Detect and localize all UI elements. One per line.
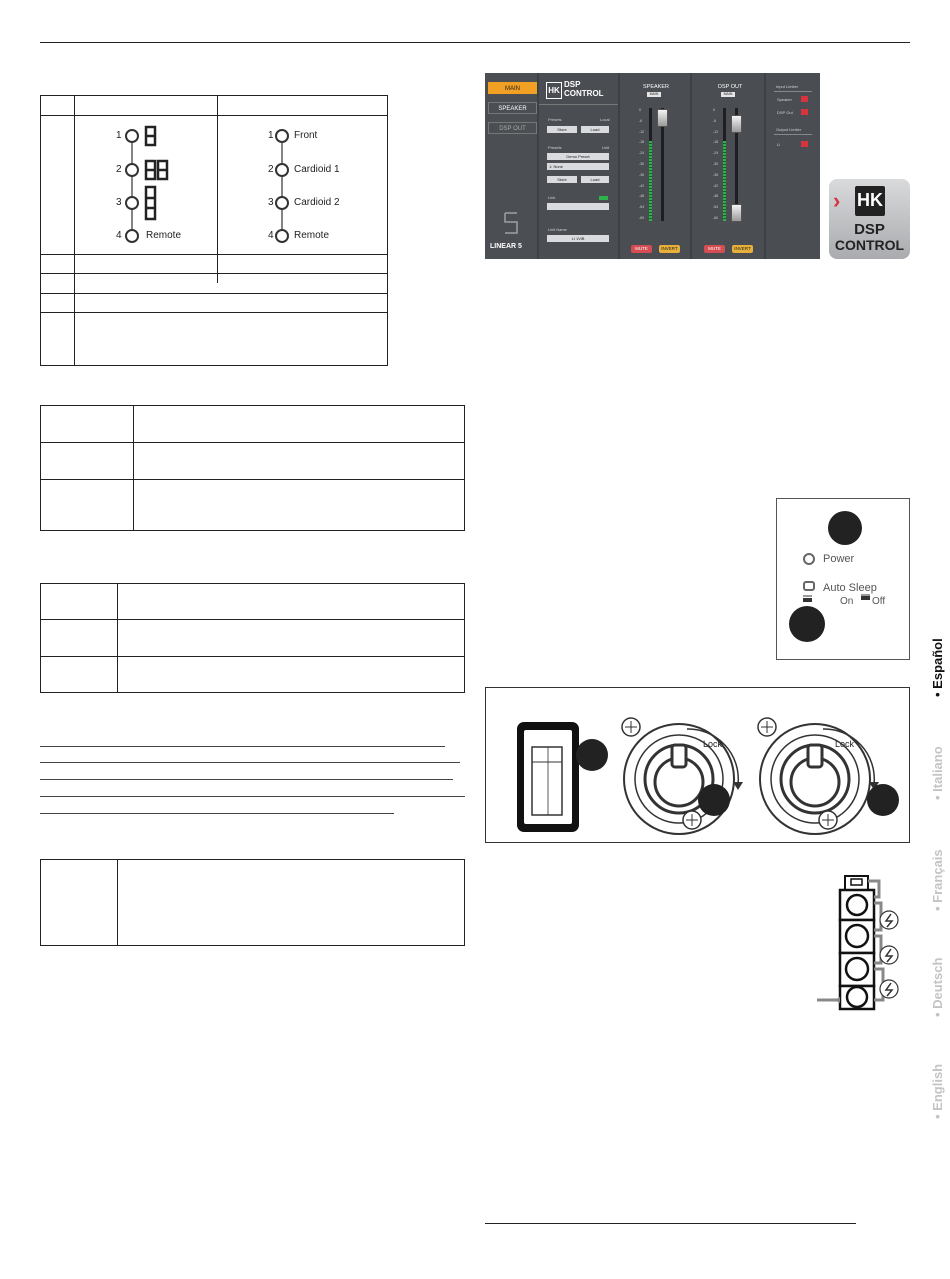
dsp-out-invert-button[interactable]: INVERT	[732, 245, 753, 253]
dsp-control-app	[485, 73, 820, 259]
callout-dot-connector-1	[698, 784, 730, 816]
model-label: LINEAR 5	[490, 243, 522, 250]
lock-label-1: Lock	[703, 739, 723, 749]
link-label: Link	[548, 195, 556, 200]
node-4-jack	[126, 230, 138, 242]
app-title-1: DSP	[564, 80, 581, 89]
dsp-control-badge	[829, 179, 910, 259]
dsp-out-fader-knob-upper[interactable]	[731, 115, 742, 133]
fader-scale-label: -30	[713, 162, 719, 166]
left-node-4-num: 4	[116, 230, 122, 241]
unit-label: Unit	[602, 145, 610, 150]
lang-tab-deutsch[interactable]: • Deutsch	[930, 957, 945, 1017]
unit-name-field[interactable]: LI 1ViB	[547, 235, 609, 242]
left-node-2-num: 2	[116, 164, 122, 175]
fader-scale-label: -60	[639, 216, 645, 220]
node-2-jack	[126, 164, 138, 176]
badge-line-2: CONTROL	[834, 237, 905, 253]
callout-dot-bottom	[789, 606, 825, 642]
unit-store-button[interactable]: Store	[547, 176, 577, 183]
app-title-2: CONTROL	[564, 89, 604, 98]
nav-speaker-tab[interactable]: SPEAKER	[488, 102, 537, 114]
footer-rule	[485, 1223, 856, 1224]
speaker-fader-knob[interactable]	[657, 109, 668, 127]
right-stack-diagram	[262, 122, 292, 247]
dsp-out-fader-knob-lower[interactable]	[731, 204, 742, 222]
header-rule	[40, 42, 910, 43]
callout-dot-connector-2	[867, 784, 899, 816]
lang-tab-espanol[interactable]: • Español	[930, 638, 945, 697]
dsp-out-limiter-led	[801, 109, 808, 115]
off-switch-icon	[861, 596, 870, 600]
fader-scale-label: -6	[713, 118, 717, 123]
fader-scale-label: -42	[639, 183, 645, 188]
fader-scale-label: -24	[713, 151, 719, 156]
speaker-strip-title: SPEAKER	[643, 84, 669, 90]
speaker-level-meter	[649, 141, 652, 221]
fader-scale-label: -54	[713, 205, 719, 210]
fader-scale-label: -6	[639, 118, 643, 123]
left-node-3-num: 3	[116, 197, 122, 208]
node-3-jack	[126, 197, 138, 209]
dsp-out-limiter-label: DSP Out	[777, 110, 793, 115]
right-node-1-num: 1	[268, 130, 274, 141]
model-five-icon	[502, 211, 520, 235]
preset-select[interactable]: 1: None	[547, 163, 609, 170]
li-label: LI	[777, 142, 781, 147]
right-node-2-label: Cardioid 1	[294, 164, 340, 175]
cable-stack-diagram	[815, 873, 910, 1013]
nav-main-tab[interactable]: MAIN	[488, 82, 537, 94]
dsp-out-mute-button[interactable]: MUTE	[704, 245, 725, 253]
fader-scale-label: -54	[639, 205, 645, 210]
left-node-1-num: 1	[116, 130, 122, 141]
speaker-strip-tag: MAIN	[647, 92, 661, 97]
limiter-panel	[766, 73, 820, 259]
fader-scale-label: 0	[713, 108, 715, 112]
presets-label: Presets	[548, 117, 562, 122]
speaker-invert-button[interactable]: INVERT	[659, 245, 680, 253]
auto-sleep-label: Auto Sleep	[823, 582, 877, 594]
speakon-connector-icon	[758, 718, 870, 834]
speaker-single-icon	[146, 127, 155, 145]
right-node-1-label: Front	[294, 130, 318, 141]
local-load-button[interactable]: Load	[581, 126, 609, 133]
left-node-4-label: Remote	[146, 230, 182, 241]
demo-preset-field[interactable]: Demo Preset	[547, 153, 609, 160]
power-label: Power	[823, 553, 855, 565]
callout-dot-switch	[576, 739, 608, 771]
fader-scale-label: -36	[713, 172, 719, 177]
title-divider	[539, 104, 618, 105]
lock-label-2: Lock	[835, 739, 855, 749]
fader-scale-label: -12	[639, 129, 645, 134]
on-label: On	[840, 596, 854, 607]
power-led-icon	[804, 554, 814, 564]
blank-line	[40, 779, 453, 780]
speaker-strip	[620, 73, 690, 259]
unit-load-button[interactable]: Load	[581, 176, 609, 183]
badge-line-1: DSP	[854, 221, 885, 238]
right-node-3-label: Cardioid 2	[294, 197, 340, 208]
li-limiter-led	[801, 141, 808, 147]
speaker-mute-button[interactable]: MUTE	[631, 245, 652, 253]
off-label: Off	[872, 596, 886, 607]
link-select[interactable]	[547, 203, 609, 210]
fader-scale-label: -12	[713, 129, 719, 134]
table-two	[40, 405, 465, 531]
speakon-connector-icon	[622, 718, 734, 834]
local-label: Local	[600, 117, 610, 122]
dsp-out-strip-title: DSP OUT	[718, 84, 743, 90]
lang-tab-english[interactable]: • English	[930, 1063, 945, 1119]
hk-logo-icon: HK	[546, 82, 562, 99]
node-1-jack	[126, 130, 138, 142]
fader-scale-label: -36	[639, 172, 645, 177]
lang-tab-italiano[interactable]: • Italiano	[930, 746, 945, 800]
dsp-out-strip-tag: MAIN	[721, 92, 735, 97]
right-node-2-num: 2	[268, 164, 274, 175]
unit-name-label: Unit Name	[548, 227, 567, 232]
nav-dsp-out-tab[interactable]: DSP OUT	[488, 122, 537, 134]
speaker-pair-icon	[146, 161, 167, 179]
blank-line	[40, 762, 460, 763]
hk-audio-logo-icon: HK	[855, 186, 885, 216]
connector-panel-graphic	[485, 687, 910, 843]
presets-label-2: Presets	[548, 145, 562, 150]
fader-scale-label: -18	[713, 140, 719, 145]
connection-table	[40, 95, 388, 366]
fader-scale-label: -42	[713, 183, 719, 188]
power-panel-graphic	[776, 498, 910, 660]
dsp-out-strip	[692, 73, 764, 259]
output-limiter-rule	[774, 134, 812, 135]
auto-sleep-switch-icon	[804, 582, 814, 590]
blank-line	[40, 746, 445, 747]
fader-scale-label: -48	[713, 194, 719, 199]
left-stack-diagram	[110, 122, 210, 247]
fader-scale-label: -60	[713, 216, 719, 220]
fader-scale-label: -48	[639, 194, 645, 199]
fader-scale-label: -24	[639, 151, 645, 156]
on-switch-icon	[803, 598, 812, 602]
input-limiter-rule	[774, 91, 812, 92]
output-limiter-label: Output Limiter	[776, 127, 802, 132]
chevron-right-icon: ›	[833, 188, 841, 213]
right-node-3-num: 3	[268, 197, 274, 208]
lang-tab-francais[interactable]: • Français	[930, 849, 945, 911]
callout-dot-top	[828, 511, 862, 545]
right-node-4-num: 4	[268, 230, 274, 241]
table-three	[40, 583, 465, 693]
power-switch-icon	[517, 722, 579, 832]
speaker-column-icon	[146, 187, 155, 219]
input-limiter-label: Input Limiter	[776, 84, 799, 89]
right-node-4-label: Remote	[294, 230, 330, 241]
link-led	[599, 196, 608, 200]
fader-scale-label: -30	[639, 162, 645, 166]
fader-scale-label: 0	[639, 108, 641, 112]
local-store-button[interactable]: Store	[547, 126, 577, 133]
speaker-limiter-label: Speaker	[777, 97, 792, 102]
fader-scale-label: -18	[639, 140, 645, 145]
dsp-out-level-meter	[723, 141, 726, 221]
blank-line	[40, 796, 465, 797]
table-four	[40, 859, 465, 946]
blank-line	[40, 813, 394, 814]
speaker-limiter-led	[801, 96, 808, 102]
